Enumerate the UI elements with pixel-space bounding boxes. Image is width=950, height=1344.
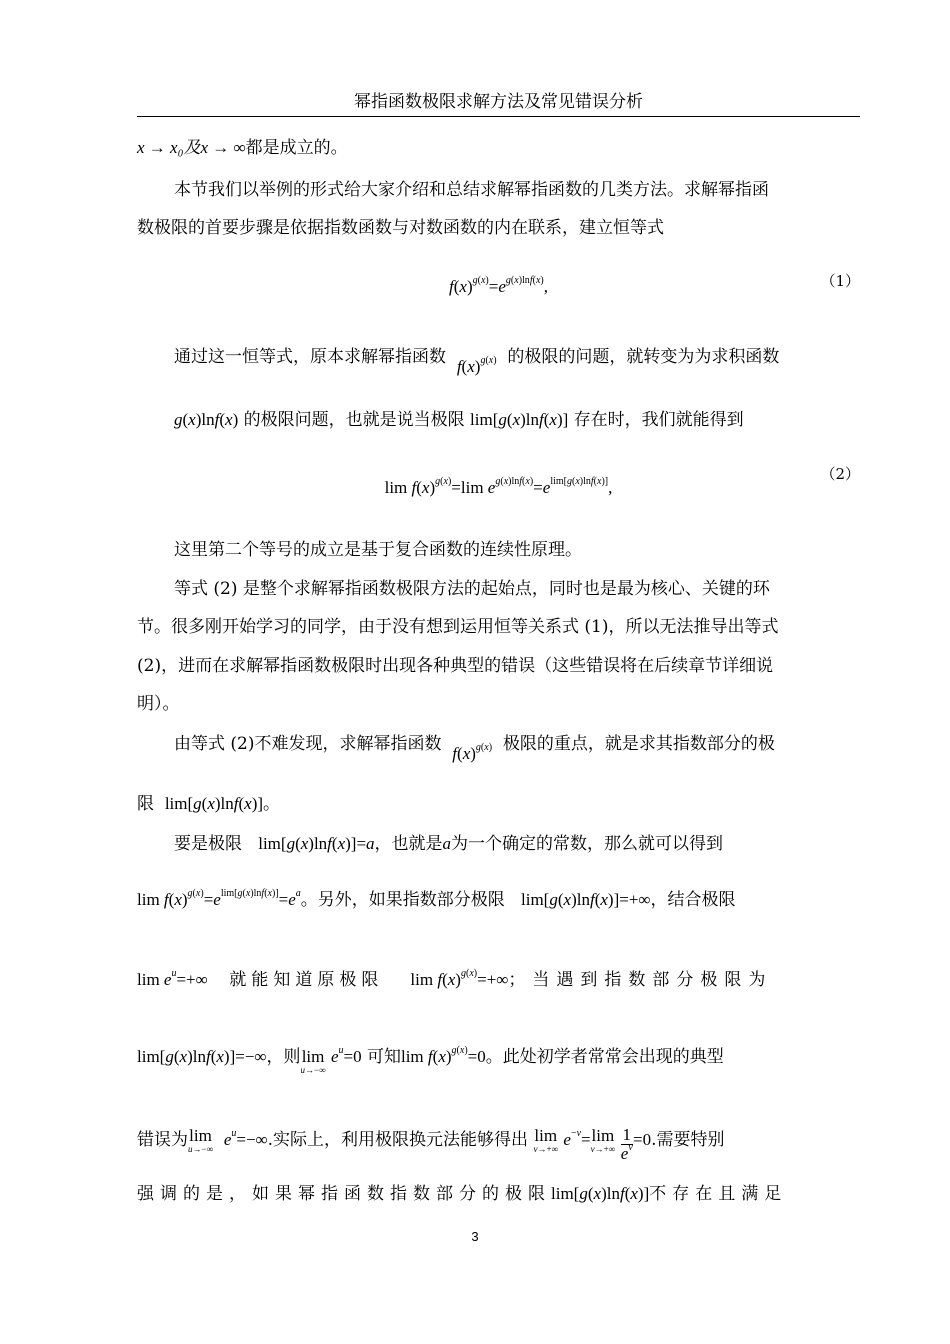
text-line-1: x → x₀及x → ∞都是成立的。 <box>137 138 348 158</box>
paragraph-intro-line-2: 数极限的首要步骤是依据指数函数与对数函数的内在联系，建立恒等式 <box>137 218 664 238</box>
paragraph-negative-line: lim[g(x)lnf(x)]=−∞，则lim u→−∞ $e^u=0$ 可知$\lim f(x)^{g(x)}=0$。此处初学者常常会出现的典型 <box>137 1045 724 1075</box>
paragraph-emphasis-line: 强调的是，如果幂指函数指数部分的极限lim[g(x)lnf(x)]不存在且满足 <box>137 1184 788 1204</box>
running-header: 幂指函数极限求解方法及常见错误分析 <box>354 92 643 112</box>
paragraph-constant-line-1: 要是极限 lim[g(x)lnf(x)]=a，也就是a为一个确定的常数，那么就可以得到 <box>174 834 724 854</box>
paragraph-identity-line-2: g(x)lnf(x) 的极限问题，也就是说当极限 lim[g(x)lnf(x)] 存在时，我们就能得到 <box>174 410 744 430</box>
paragraph-core-line-2: 节。很多刚开始学习的同学，由于没有想到运用恒等关系式 (1)，所以无法推导出等式 <box>137 617 779 637</box>
equation-2-number: （2） <box>820 465 860 483</box>
paragraph-key-line-2: 限 lim[g(x)lnf(x)]。 <box>137 794 281 814</box>
equation-1: $f(x)^{g(x)}=e^{g(x)lnf(x)}$, <box>449 275 548 296</box>
equation-1-number: （1） <box>820 272 860 290</box>
paragraph-core-line-3: (2)，进而在求解幂指函数极限时出现各种典型的错误（这些错误将在后续章节详细说 <box>137 656 774 676</box>
paragraph-identity-line-1: 通过这一恒等式，原本求解幂指函数 $f(x)^{g(x)}$ 的极限的问题，就转变为为求积函数 <box>174 347 780 376</box>
paragraph-error-line: 错误为lim u→−∞ $e^u=-\infty$.实际上，利用极限换元法能够得出 lim v→+∞ $e^{-v}=\lim$ v→+∞ $\frac{1}{e^v}$ =0.需要特别 <box>137 1125 725 1163</box>
paragraph-constant-line-3: $\lim e^u=+\infty$ 就能知道原极限 $\lim f(x)^{g(x)}=+\infty$；当遇到指数部分极限为 <box>137 968 773 990</box>
paragraph-core-line-1: 等式 (2) 是整个求解幂指函数极限方法的起始点，同时也是最为核心、关键的环 <box>174 579 770 599</box>
paragraph-constant-line-2: $\lim f(x)^{g(x)}=e^{lim[g(x)lnf(x)]}=e^a$。另外，如果指数部分极限 lim[g(x)lnf(x)]=+∞，结合极限 <box>137 888 736 910</box>
header-rule <box>137 116 860 117</box>
paragraph-key-line-1: 由等式 (2)不难发现，求解幂指函数 $f(x)^{g(x)}$ 极限的重点，就是求其指数部分的极 <box>174 734 775 763</box>
paragraph-core-line-4: 明）。 <box>137 694 180 714</box>
page-number: 3 <box>471 1229 479 1244</box>
paragraph-intro-line-1: 本节我们以举例的形式给大家介绍和总结求解幂指函数的几类方法。求解幂指函 <box>174 180 769 200</box>
equation-2: $\lim f(x)^{g(x)}=\lim$ $e^{g(x)lnf(x)}=e^{lim[g(x)lnf(x)]}$, <box>384 476 613 497</box>
paragraph-continuity: 这里第二个等号的成立是基于复合函数的连续性原理。 <box>174 540 582 560</box>
